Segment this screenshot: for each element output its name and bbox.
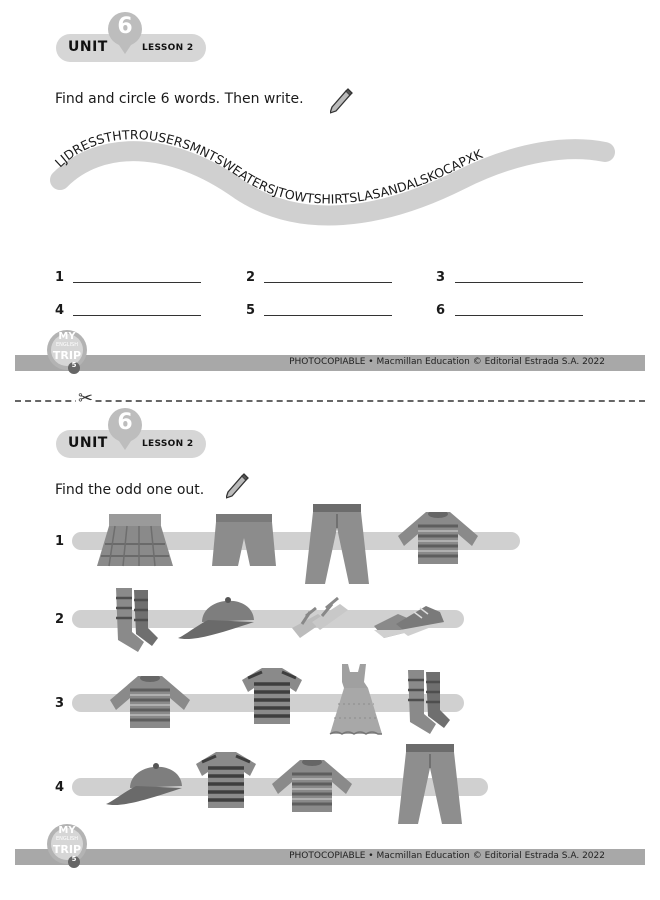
answer-number-6: 6	[436, 303, 446, 318]
answer-number-3: 3	[436, 270, 446, 285]
lesson-label: LESSON 2	[142, 439, 194, 449]
footer-bar-bottom	[15, 849, 645, 865]
unit-badge-bottom	[56, 408, 206, 468]
trousers-icon[interactable]	[398, 744, 464, 828]
tshirt-icon[interactable]	[194, 752, 258, 810]
unit-pin-tail	[117, 42, 133, 54]
logo-english: ENGLISH	[56, 836, 78, 842]
unit-pin-tail	[117, 438, 133, 450]
footer-bar-top	[15, 355, 645, 371]
logo-trip: TRIP	[52, 349, 82, 362]
socks-icon[interactable]	[402, 670, 452, 736]
answer-line-5[interactable]	[264, 315, 392, 316]
unit-label: UNIT	[68, 39, 108, 55]
row-number-1: 1	[55, 534, 65, 549]
word-snake-text: LJDRESSTHTROUSERSMNTSWEATERSJTOWTSHIRTSLASANDALSKOCAPXK	[51, 127, 485, 207]
logo-english: ENGLISH	[56, 342, 78, 348]
logo-trip: TRIP	[52, 843, 82, 856]
row-number-2: 2	[55, 612, 65, 627]
footer-text: PHOTOCOPIABLE • Macmillan Education © Editorial Estrada S.A. 2022	[289, 357, 605, 367]
answer-line-6[interactable]	[455, 315, 583, 316]
pencil-icon	[226, 472, 250, 500]
sandals-icon[interactable]	[288, 594, 350, 640]
logo-level: 5	[71, 361, 77, 369]
sweater-icon[interactable]	[272, 760, 354, 816]
my-english-trip-logo	[44, 328, 90, 374]
cut-line	[15, 400, 645, 402]
unit-number: 6	[117, 410, 133, 435]
sweater-icon[interactable]	[398, 512, 480, 568]
row-number-3: 3	[55, 696, 65, 711]
answer-line-2[interactable]	[264, 282, 392, 283]
answer-line-1[interactable]	[73, 282, 201, 283]
logo-my: MY	[58, 331, 76, 342]
sweater-icon[interactable]	[110, 676, 192, 732]
answer-number-1: 1	[55, 270, 65, 285]
unit-label: UNIT	[68, 435, 108, 451]
lesson-label: LESSON 2	[142, 43, 194, 53]
logo-my: MY	[58, 825, 76, 836]
tshirt-icon[interactable]	[240, 668, 304, 726]
trousers-icon[interactable]	[305, 504, 371, 588]
scissors-icon: ✂	[78, 388, 94, 409]
answer-number-4: 4	[55, 303, 65, 318]
answer-number-5: 5	[246, 303, 256, 318]
pencil-icon	[330, 87, 354, 115]
my-english-trip-logo	[44, 822, 90, 868]
dress-icon[interactable]	[322, 664, 386, 738]
cap-icon[interactable]	[178, 592, 256, 644]
sneakers-icon[interactable]	[374, 600, 446, 640]
cap-icon[interactable]	[106, 758, 184, 810]
unit-badge-top	[56, 12, 206, 72]
instruction-odd-one-out: Find the odd one out.	[55, 482, 205, 498]
word-snake	[40, 120, 620, 240]
answer-line-4[interactable]	[73, 315, 201, 316]
answer-line-3[interactable]	[455, 282, 583, 283]
answer-number-2: 2	[246, 270, 256, 285]
logo-level: 5	[71, 855, 77, 863]
footer-text: PHOTOCOPIABLE • Macmillan Education © Editorial Estrada S.A. 2022	[289, 851, 605, 861]
unit-number: 6	[117, 14, 133, 39]
instruction-find-circle: Find and circle 6 words. Then write.	[55, 91, 304, 107]
row-number-4: 4	[55, 780, 65, 795]
skirt-icon[interactable]	[95, 514, 175, 570]
socks-icon[interactable]	[110, 588, 160, 654]
shorts-icon[interactable]	[212, 514, 278, 570]
